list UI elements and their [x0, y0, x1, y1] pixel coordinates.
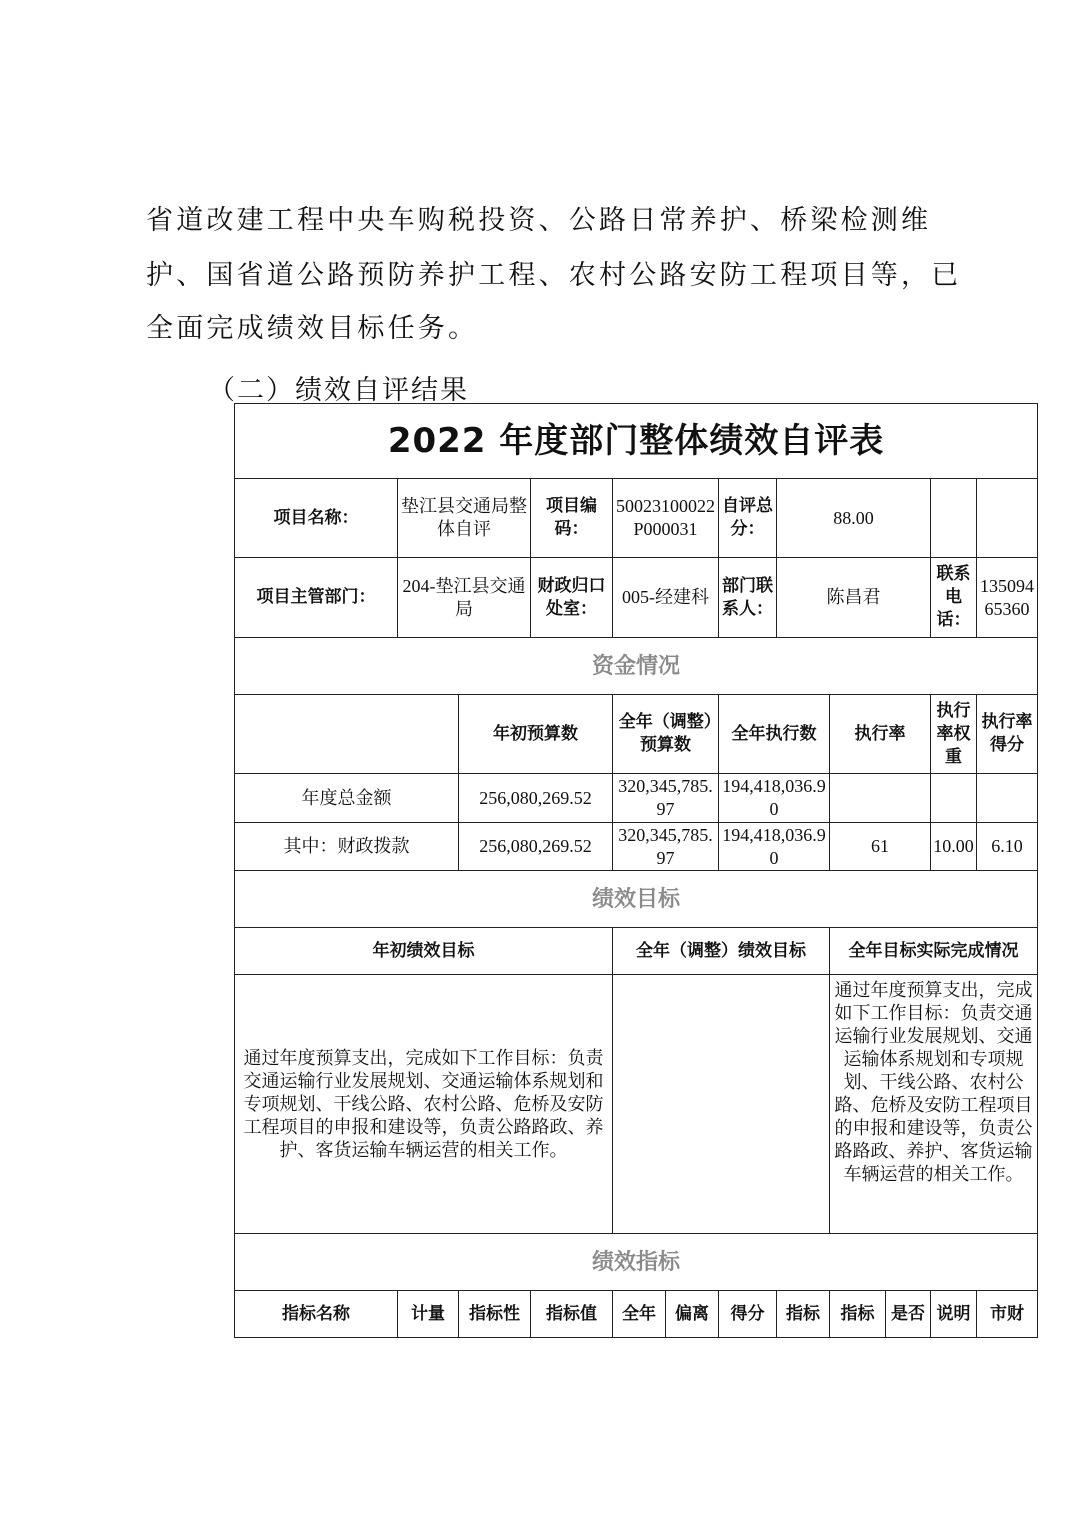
section-heading: （二）绩效自评结果: [208, 375, 469, 406]
indicator-header: 说明: [931, 1291, 977, 1338]
empty-cell: [977, 479, 1038, 558]
self-score-label: 自评总分：: [719, 479, 777, 558]
contact: 陈昌君: [777, 558, 931, 638]
indicator-header: 是否: [886, 1291, 931, 1338]
phone: 13509465360: [977, 558, 1038, 638]
finance-label: 财政归口处室：: [531, 558, 613, 638]
indicator-header: 计量: [398, 1291, 459, 1338]
dept: 204-垫江县交通局: [398, 558, 531, 638]
funds-header-rate: 执行率: [830, 695, 931, 774]
goals-adjusted-text: [613, 975, 830, 1234]
funds-row-label: 年度总金额: [235, 774, 459, 823]
funds-header-score: 执行率得分: [977, 695, 1038, 774]
table-title: 2022 年度部门整体绩效自评表: [235, 404, 1038, 479]
intro-line-1: 省道改建工程中央车购税投资、公路日常养护、桥梁检测维: [146, 205, 932, 236]
goals-header-initial: 年初绩效目标: [235, 928, 613, 975]
funds-header-executed: 全年执行数: [719, 695, 830, 774]
project-name: 垫江县交通局整体自评: [398, 479, 531, 558]
funds-row-executed: 194,418,036.90: [719, 774, 830, 823]
project-code-label: 项目编码：: [531, 479, 613, 558]
goals-actual-text: 通过年度预算支出，完成如下工作目标：负责交通运输行业发展规划、交通运输体系规划和专项规划、干线公路、农村公路、危桥及安防工程项目的申报和建设等，负责公路路政、养护、客货运输车辆运营的相关工作。: [830, 975, 1038, 1234]
indicators-section-title: 绩效指标: [235, 1234, 1038, 1291]
intro-line-3: 全面完成绩效目标任务。: [146, 313, 479, 344]
indicator-header: 指标值: [531, 1291, 613, 1338]
indicator-header: 指标名称: [235, 1291, 398, 1338]
project-name-label: 项目名称：: [235, 479, 398, 558]
funds-row-rate: [830, 774, 931, 823]
indicator-header: 指标: [777, 1291, 830, 1338]
indicator-header: 指标性: [459, 1291, 531, 1338]
funds-section-title: 资金情况: [235, 638, 1038, 695]
empty-cell: [931, 479, 977, 558]
goals-header-adjusted: 全年（调整）绩效目标: [613, 928, 830, 975]
funds-row-score: [977, 774, 1038, 823]
dept-label: 项目主管部门：: [235, 558, 398, 638]
phone-label: 联系电话：: [931, 558, 977, 638]
indicator-header: 市财: [977, 1291, 1038, 1338]
funds-row-weight: [931, 774, 977, 823]
goals-section-title: 绩效目标: [235, 871, 1038, 928]
funds-row-score: 6.10: [977, 823, 1038, 871]
intro-line-2: 护、国省道公路预防养护工程、农村公路安防工程项目等，已: [146, 260, 962, 291]
project-code: 50023100022P000031: [613, 479, 719, 558]
funds-row-label: 其中：财政拨款: [235, 823, 459, 871]
evaluation-table: [234, 403, 1038, 1338]
funds-header-initial: 年初预算数: [459, 695, 613, 774]
goals-initial-text: 通过年度预算支出，完成如下工作目标：负责交通运输行业发展规划、交通运输体系规划和专项规划、干线公路、农村公路、危桥及安防工程项目的申报和建设等，负责公路路政、养护、客货运输车辆运营的相关工作。: [235, 975, 613, 1234]
funds-row-rate: 61: [830, 823, 931, 871]
funds-header-weight: 执行率权重: [931, 695, 977, 774]
funds-row-adjusted: 320,345,785.97: [613, 823, 719, 871]
indicator-header: 全年: [613, 1291, 666, 1338]
goals-header-actual: 全年目标实际完成情况: [830, 928, 1038, 975]
indicator-header: 指标: [830, 1291, 886, 1338]
funds-row-weight: 10.00: [931, 823, 977, 871]
funds-row-initial: 256,080,269.52: [459, 823, 613, 871]
self-score: 88.00: [777, 479, 931, 558]
finance: 005-经建科: [613, 558, 719, 638]
contact-label: 部门联系人：: [719, 558, 777, 638]
indicator-header: 得分: [719, 1291, 777, 1338]
indicator-header: 偏离: [666, 1291, 719, 1338]
funds-header-adjusted: 全年（调整）预算数: [613, 695, 719, 774]
funds-header-empty: [235, 695, 459, 774]
funds-row-executed: 194,418,036.90: [719, 823, 830, 871]
funds-row-adjusted: 320,345,785.97: [613, 774, 719, 823]
funds-row-initial: 256,080,269.52: [459, 774, 613, 823]
